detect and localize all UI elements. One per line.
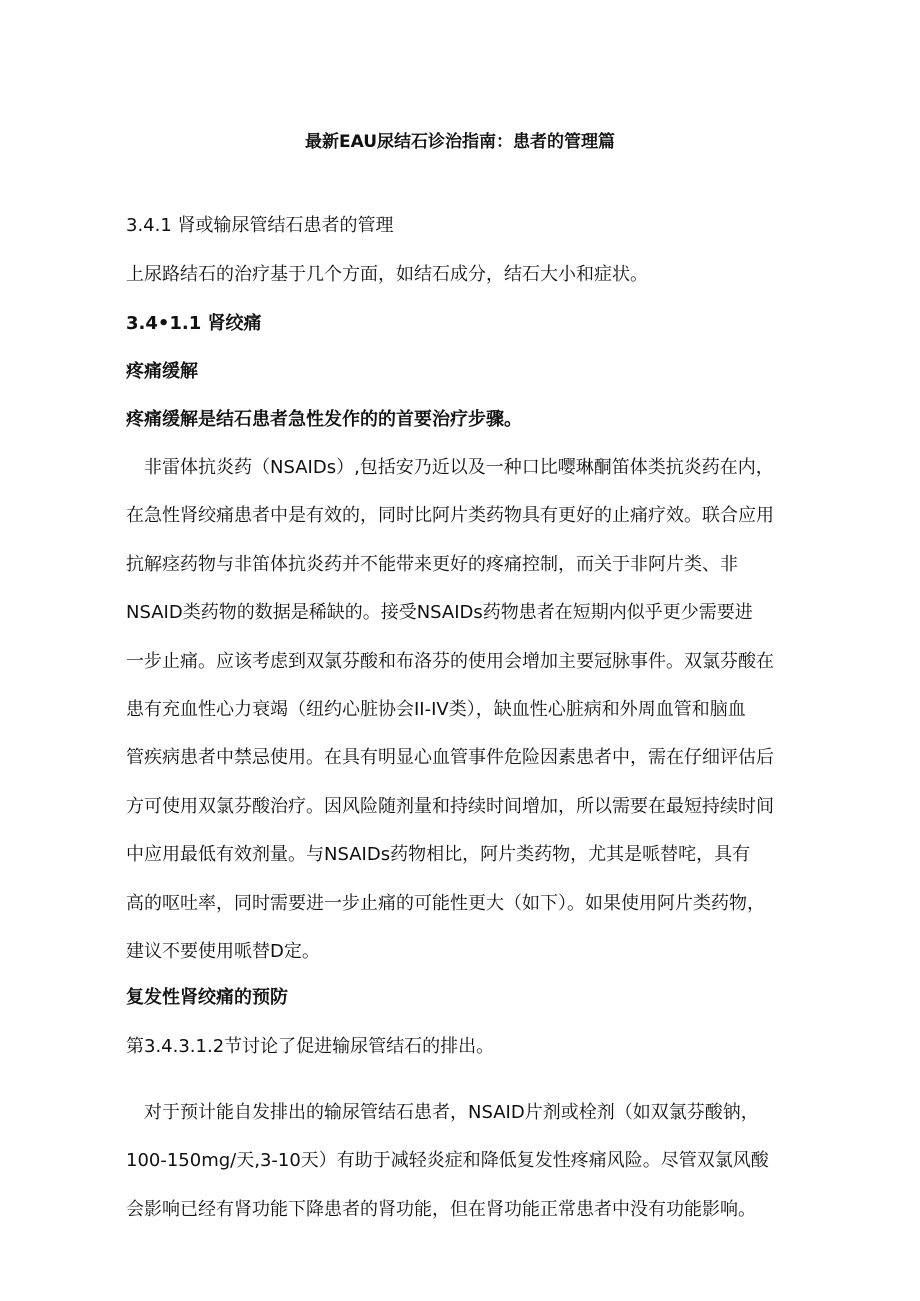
paragraph-line: 方可使用双氯芬酸治疗。因风险随剂量和持续时间增加，所以需要在最短持续时间 [126, 795, 774, 817]
paragraph-line: 对于预计能自发排出的输尿管结石患者，NSAID片剂或栓剂（如双氯芬酸钠， [126, 1102, 759, 1123]
paragraph-line: 高的呕吐率，同时需要进一步止痛的可能性更大（如下）。如果使用阿片类药物， [126, 892, 765, 914]
paragraph-prevention [126, 1089, 806, 1234]
paragraph-line: 建议不要使用哌替D定。 [126, 940, 320, 962]
paragraph-line: 非雷体抗炎药（NSAIDs）,包括安乃近以及一种口比嘤琳酮笛体类抗炎药在内， [126, 457, 774, 478]
section-heading: 3.4.1 肾或输尿管结石患者的管理 [126, 215, 394, 236]
paragraph-line: 会影响已经有肾功能下降患者的肾功能，但在肾功能正常患者中没有功能影响。 [126, 1198, 756, 1220]
intro-line: 上尿路结石的治疗基于几个方面，如结石成分，结石大小和症状。 [126, 264, 648, 285]
paragraph-line: 一步止痛。应该考虑到双氯芬酸和布洛芬的使用会增加主要冠脉事件。双氯芬酸在 [126, 650, 774, 672]
paragraph-line: NSAID类药物的数据是稀缺的。接受NSAIDs药物患者在短期内似乎更少需要进 [126, 602, 753, 624]
paragraph-line: 患有充血性心力衰竭（纽约心脏协会II-IV类），缺血性心脏病和外周血管和脑血 [126, 698, 746, 720]
paragraph-nsaids [126, 444, 806, 976]
prevention-heading: 复发性肾绞痛的预防 [126, 987, 288, 1008]
subsection-heading: 3.4•1.1 肾绞痛 [126, 313, 262, 334]
paragraph-line: 中应用最低有效剂量。与NSAIDs药物相比，阿片类药物，尤其是哌替咤，具有 [126, 844, 751, 866]
paragraph-line: 抗解痉药物与非笛体抗炎药并不能带来更好的疼痛控制，而关于非阿片类、非 [126, 553, 738, 575]
prevention-reference: 第3.4.3.1.2节讨论了促进输尿管结石的排出。 [126, 1036, 495, 1057]
pain-relief-lead: 疼痛缓解是结石患者急性发作的的首要治疗步骤。 [126, 409, 522, 430]
paragraph-line: 管疾病患者中禁忌使用。在具有明显心血管事件危险因素患者中，需在仔细评估后 [126, 747, 774, 769]
document-title: 最新EAU尿结石诊治指南：患者的管理篇 [304, 132, 616, 152]
paragraph-line: 在急性肾绞痛患者中是有效的，同时比阿片类药物具有更好的止痛疗效。联合应用 [126, 505, 774, 527]
paragraph-line: 100-150mg/天,3-10天）有助于减轻炎症和降低复发性疼痛风险。尽管双氯风酸 [126, 1150, 769, 1172]
pain-relief-heading: 疼痛缓解 [126, 361, 198, 382]
